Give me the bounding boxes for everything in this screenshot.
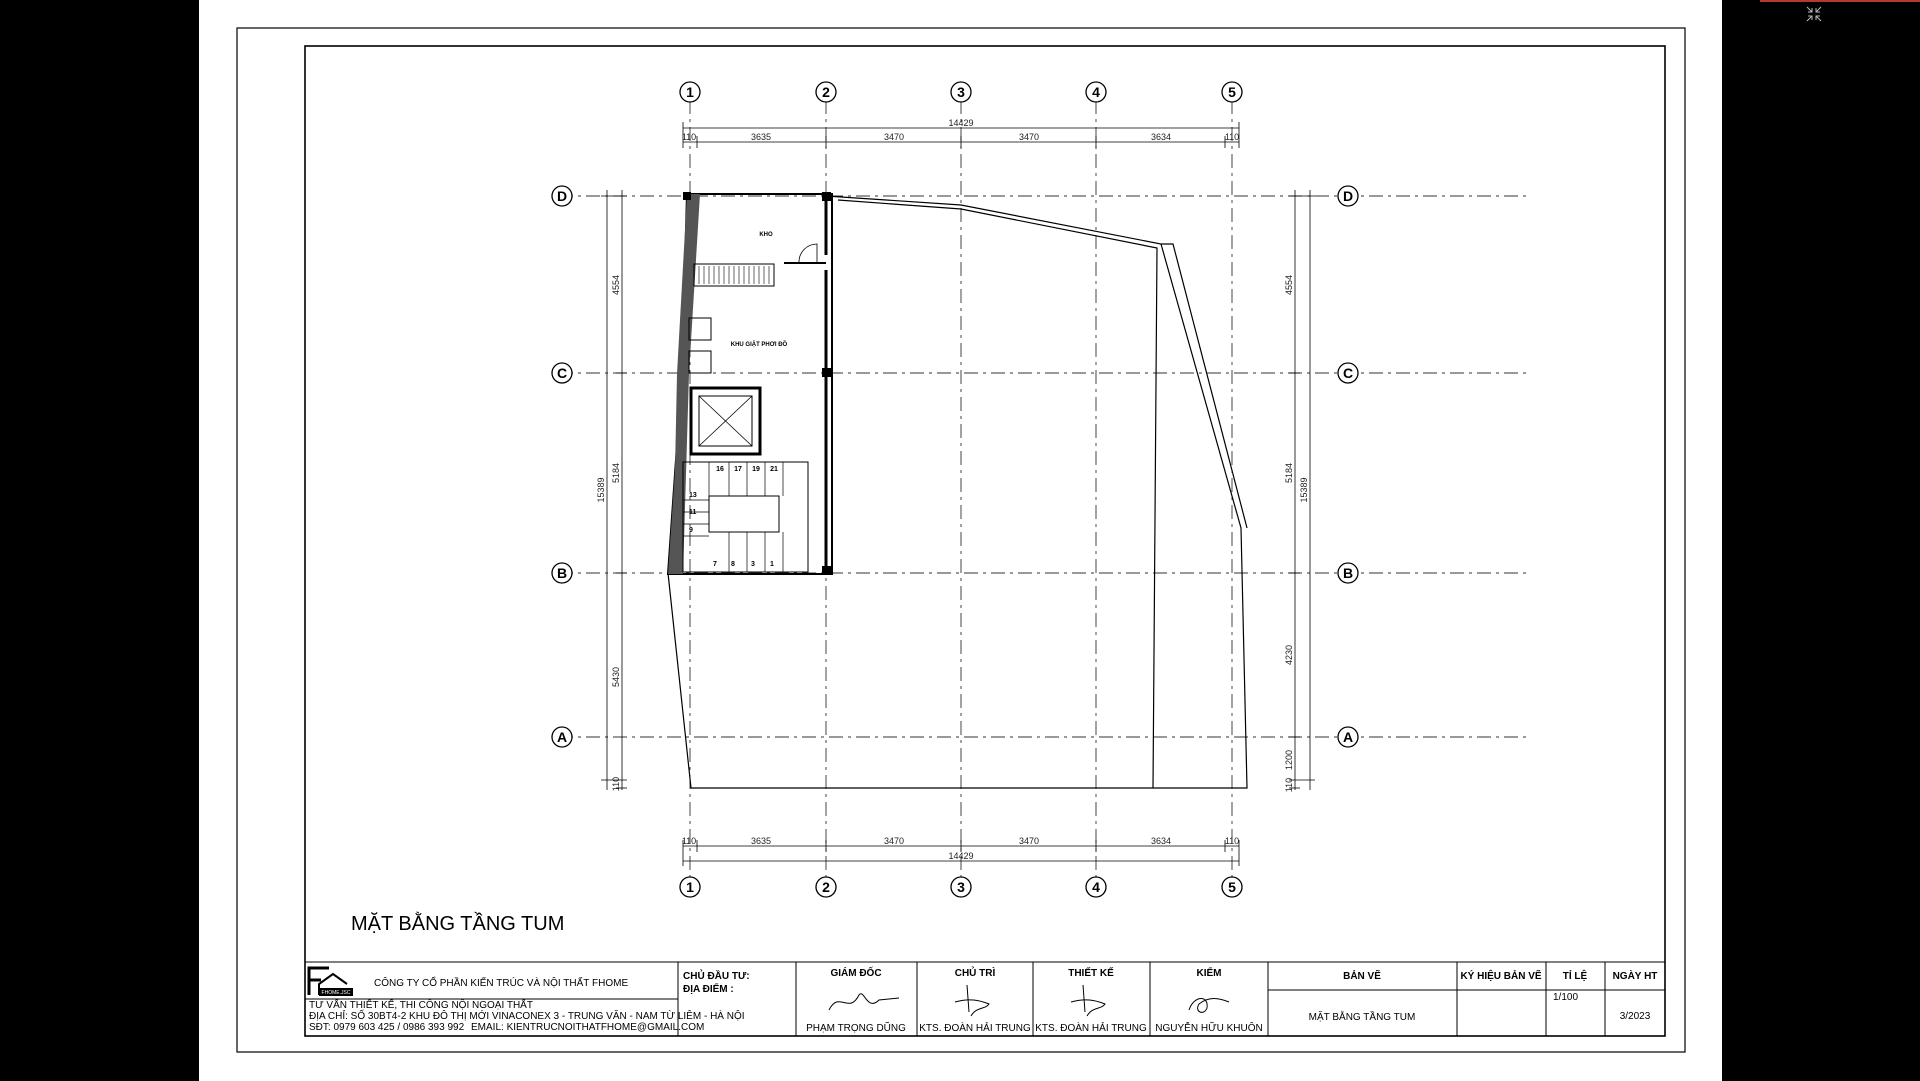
director-signature [829, 994, 899, 1010]
dim-top-edge-left: 110 [681, 132, 697, 142]
dim-right-total: 15389 [1299, 477, 1309, 503]
dim-bottom-span-4: 3634 [1150, 836, 1172, 846]
drawing-title: MẶT BẰNG TẦNG TUM [351, 913, 565, 935]
grid-label-4-top: 4 [1092, 84, 1100, 100]
grid-label-a-right: A [1342, 729, 1354, 745]
grid-label-d-right: D [1342, 188, 1354, 204]
grid-label-1-top: 1 [686, 84, 694, 100]
stair-step-17: 17 [734, 466, 742, 473]
stair-step-numbers [689, 466, 778, 568]
grid-bubbles-columns-top [680, 82, 1242, 102]
stair-step-9: 9 [689, 527, 693, 534]
grid-bubbles-columns-bottom [680, 877, 1242, 897]
design-label: THIẾT KẾ [1068, 968, 1114, 979]
date-value: 3/2023 [1619, 1011, 1651, 1022]
grid-bubbles-rows-right [1338, 186, 1358, 747]
lead-label: CHỦ TRÌ [954, 968, 996, 979]
scale-label: TỈ LỆ [1562, 971, 1588, 982]
location-label: ĐỊA ĐIỂM : [683, 984, 734, 995]
dim-top-span-3: 3470 [1018, 132, 1040, 142]
dim-left-span-1: 4554 [611, 274, 621, 296]
director-label: GIÁM ĐỐC [830, 968, 882, 979]
dim-top-span-2: 3470 [883, 132, 905, 142]
grid-label-d-left: D [556, 188, 568, 204]
stair-step-19: 19 [752, 466, 760, 473]
dim-left-edge: 110 [611, 776, 621, 792]
scale-value: 1/100 [1553, 992, 1579, 1003]
dim-left-span-3: 5430 [611, 666, 621, 688]
stair-step-7: 7 [713, 561, 717, 568]
dim-top-span-1: 3635 [750, 132, 772, 142]
sheet-label: BẢN VẼ [1343, 971, 1381, 982]
stair-step-13: 13 [689, 492, 697, 499]
dim-bottom-span-3: 3470 [1018, 836, 1040, 846]
company-email: EMAIL: KIENTRUCNOITHATFHOME@GMAIL.COM [471, 1022, 705, 1033]
owner-label: CHỦ ĐẦU TƯ: [683, 971, 750, 982]
code-label: KÝ HIỆU BẢN VẼ [1460, 971, 1542, 982]
dim-bottom-edge-left: 110 [681, 836, 697, 846]
stair-step-21: 21 [770, 466, 778, 473]
grid-label-3-top: 3 [957, 84, 965, 100]
lead-signature [955, 985, 989, 1016]
director-name: PHẠM TRỌNG DŨNG [806, 1023, 906, 1034]
company-address: ĐỊA CHỈ: SỐ 30BT4-2 KHU ĐÔ THỊ MỚI VINACONEX 3 - TRUNG VĂN - NAM TỪ LIÊM - HÀ NỘI [309, 1011, 745, 1022]
date-label: NGÀY HT [1612, 971, 1658, 982]
grid-label-1-bottom: 1 [686, 879, 694, 895]
logo-text: FHOME.JSC [321, 990, 351, 996]
lead-name: KTS. ĐOÀN HẢI TRUNG [919, 1023, 1031, 1034]
design-name: KTS. ĐOÀN HẢI TRUNG [1035, 1023, 1147, 1034]
check-label: KIỂM [1196, 968, 1222, 979]
dim-right-span-3: 4230 [1284, 644, 1294, 666]
dim-bottom-span-2: 3470 [883, 836, 905, 846]
grid-lines [556, 100, 1529, 880]
stair-step-11: 11 [689, 509, 697, 516]
company-phone: SĐT: 0979 603 425 / 0986 393 992 [309, 1022, 465, 1033]
grid-label-4-bottom: 4 [1092, 879, 1100, 895]
stair-step-8: 8 [731, 561, 735, 568]
room-label-drying: KHU GIẶT PHƠI ĐỒ [730, 342, 788, 348]
dim-top-total: 14429 [948, 118, 974, 128]
check-name: NGUYỄN HỮU KHUÔN [1155, 1023, 1263, 1034]
dim-bottom-span-1: 3635 [750, 836, 772, 846]
stair-step-16: 16 [716, 466, 724, 473]
dim-right-span-2: 5184 [1284, 462, 1294, 484]
stair-step-1: 1 [770, 561, 774, 568]
grid-label-2-top: 2 [822, 84, 830, 100]
sheet-name: MẶT BẰNG TẦNG TUM [1308, 1012, 1416, 1023]
design-signature [1071, 985, 1105, 1016]
dim-top-span-4: 3634 [1150, 132, 1172, 142]
roof-outline [668, 196, 1247, 788]
grid-label-5-top: 5 [1228, 84, 1236, 100]
dim-right-span-1: 4554 [1284, 274, 1294, 296]
grid-label-a-left: A [556, 729, 568, 745]
dim-bottom-edge-right: 110 [1224, 836, 1240, 846]
dim-right-span-4: 1200 [1284, 749, 1294, 771]
grid-bubbles-rows-left [552, 186, 572, 747]
grid-label-3-bottom: 3 [957, 879, 965, 895]
grid-label-5-bottom: 5 [1228, 879, 1236, 895]
viewer-accent-bar [1760, 0, 1920, 2]
stair-step-3: 3 [751, 561, 755, 568]
grid-label-c-left: C [556, 365, 568, 381]
check-signature [1189, 998, 1229, 1012]
dim-top-edge-right: 110 [1224, 132, 1240, 142]
inner-frame [305, 46, 1665, 1036]
dim-bottom-total: 14429 [948, 851, 974, 861]
tum-room-block [668, 192, 832, 575]
dim-right-edge: 110 [1284, 777, 1294, 793]
company-logo [309, 968, 353, 996]
dim-left-span-2: 5184 [611, 462, 621, 484]
grid-label-2-bottom: 2 [822, 879, 830, 895]
grid-label-b-left: B [556, 565, 568, 581]
service-line: TƯ VẤN THIẾT KẾ, THI CÔNG NỘI NGOẠI THẤT [309, 1000, 533, 1011]
collapse-arrows-icon[interactable] [1806, 6, 1822, 22]
floor-plan-drawing [199, 0, 1722, 1081]
dim-left-total: 15389 [596, 477, 606, 503]
drawing-sheet [199, 0, 1722, 1081]
grid-label-c-right: C [1342, 365, 1354, 381]
room-label-storage: KHO [759, 232, 773, 238]
grid-label-b-right: B [1342, 565, 1354, 581]
company-name: CÔNG TY CỔ PHẦN KIẾN TRÚC VÀ NỘI THẤT FHOME [374, 978, 629, 989]
